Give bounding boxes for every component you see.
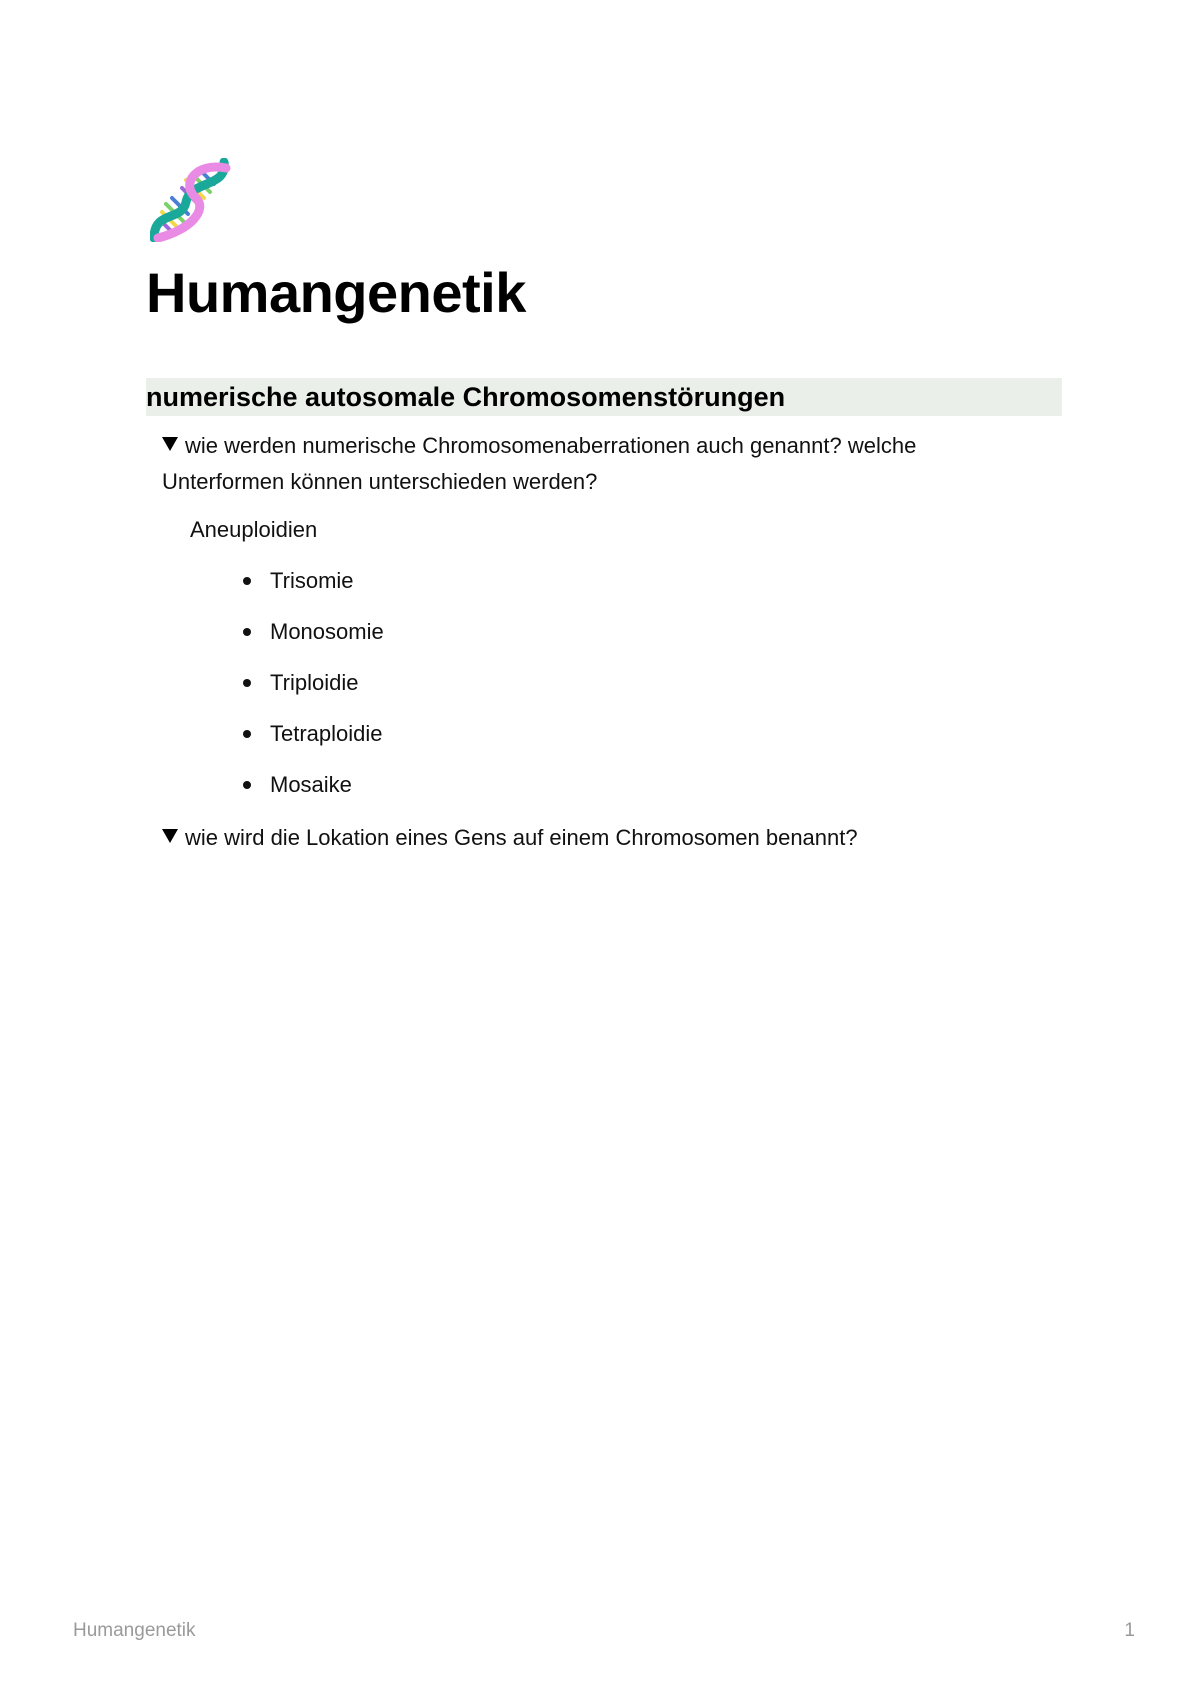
dna-icon (150, 158, 234, 242)
bullet-icon (243, 679, 251, 687)
list-item-text: Monosomie (270, 619, 384, 644)
bullet-icon (243, 628, 251, 636)
footer-page-number: 1 (1124, 1620, 1135, 1641)
section-heading: numerische autosomale Chromosomenstörungen (146, 378, 1062, 416)
list-item-text: Tetraploidie (270, 721, 383, 746)
list-item (240, 563, 384, 614)
toggle-question-2: wie wird die Lokation eines Gens auf einem Chromosomen benannt? (185, 825, 858, 850)
list-item (240, 767, 384, 818)
list-item-text: Triploidie (270, 670, 359, 695)
list-item (240, 716, 384, 767)
bullet-icon (243, 577, 251, 585)
answer-list (240, 563, 384, 818)
answer-intro: Aneuploidien (190, 517, 318, 542)
bullet-icon (243, 730, 251, 738)
page-title: Humangenetik (146, 261, 526, 324)
list-item-text: Mosaike (270, 772, 352, 797)
toggle-question-1: wie werden numerische Chromosomenaberrationen auch genannt? welche Unterformen können unterschieden werden? (162, 433, 917, 494)
list-item (240, 614, 384, 665)
toggle-block-2[interactable] (162, 820, 1022, 856)
triangle-down-icon[interactable] (162, 437, 178, 451)
triangle-down-icon[interactable] (162, 829, 178, 843)
toggle-block-1[interactable] (162, 428, 1022, 500)
list-item (240, 665, 384, 716)
list-item-text: Trisomie (270, 568, 354, 593)
footer-title: Humangenetik (73, 1620, 196, 1641)
bullet-icon (243, 781, 251, 789)
